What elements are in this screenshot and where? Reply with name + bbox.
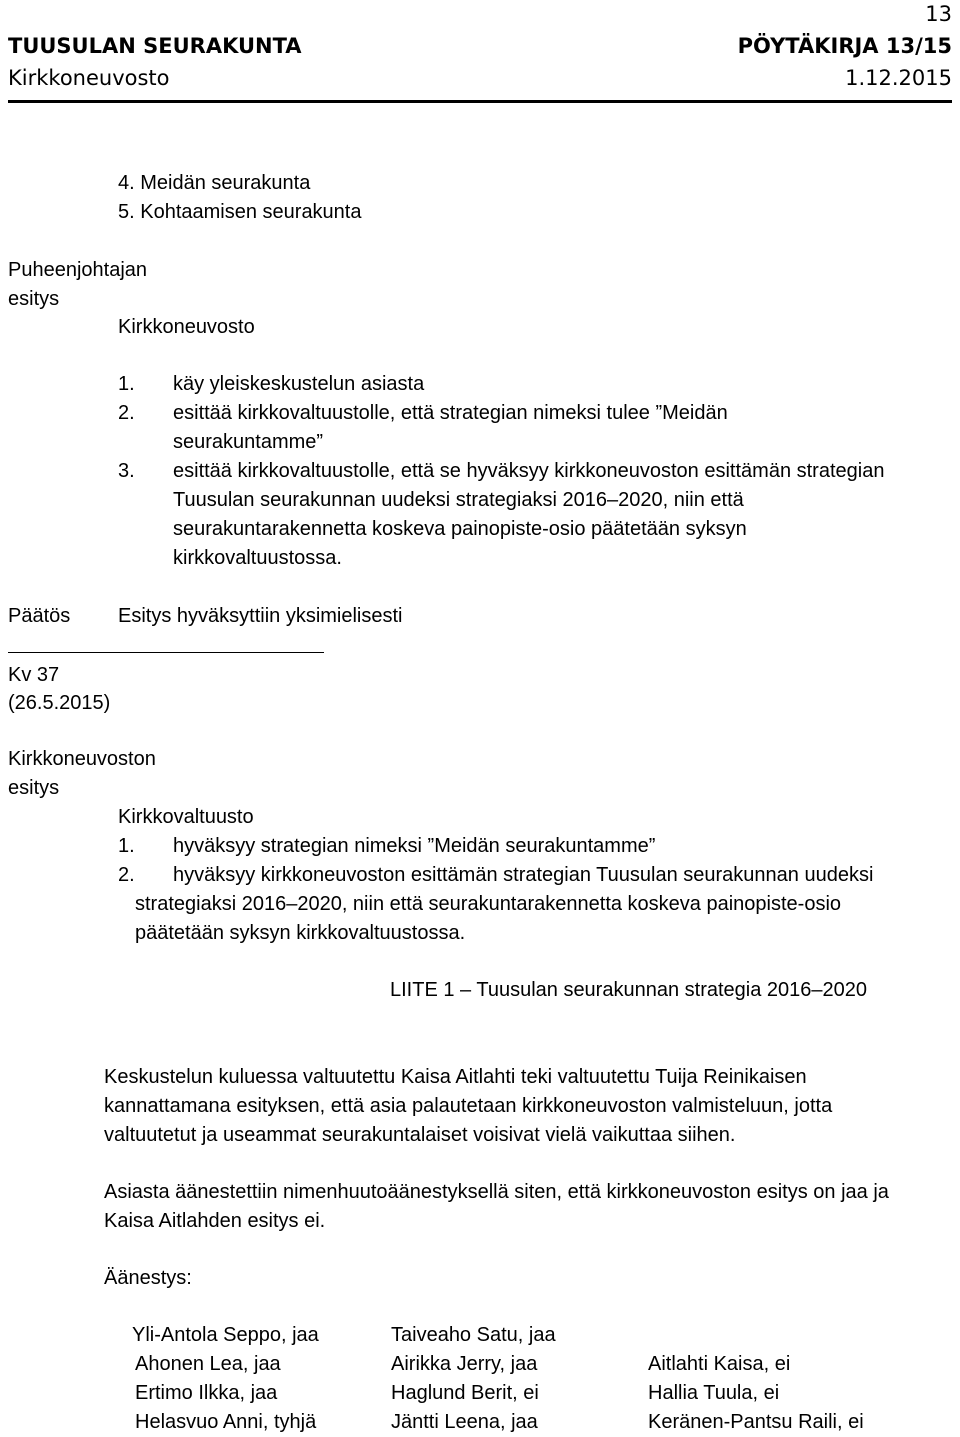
document-title: PÖYTÄKIRJA 13/15 — [737, 34, 952, 58]
vote-entry: Airikka Jerry, jaa — [391, 1353, 538, 1375]
meeting-body: Kirkkoneuvosto — [8, 66, 170, 90]
proposal-item-line: seurakuntamme” — [173, 431, 324, 453]
list-item: 5. Kohtaamisen seurakunta — [118, 201, 362, 223]
header-rule — [8, 100, 952, 103]
chair-proposal-label: Puheenjohtajan — [8, 259, 148, 281]
proposal-item-line: seurakuntarakennetta koskeva painopiste-osio päätetään syksyn — [173, 518, 747, 540]
decision-text: Esitys hyväksyttiin yksimielisesti — [118, 605, 403, 627]
proposal-item-line: Tuusulan seurakunnan uudeksi strategiaksi 2016–2020, niin että — [173, 489, 744, 511]
chair-proposal-label: esitys — [8, 288, 60, 310]
kv-reference: Kv 37 — [8, 664, 60, 686]
item-number: 1. — [118, 835, 135, 857]
kv-date: (26.5.2015) — [8, 692, 111, 714]
attachment-reference: LIITE 1 – Tuusulan seurakunnan strategia 2016–2020 — [390, 979, 868, 1001]
meeting-date: 1.12.2015 — [845, 66, 952, 90]
decision-label: Päätös — [8, 605, 71, 627]
item-number: 2. — [118, 402, 135, 424]
page-number: 13 — [925, 2, 952, 26]
vote-entry: Yli-Antola Seppo, jaa — [132, 1324, 319, 1346]
vote-entry: Keränen-Pantsu Raili, ei — [648, 1411, 864, 1433]
board-proposal-label: Kirkkoneuvoston — [8, 748, 156, 770]
discussion-paragraph: Keskustelun kuluessa valtuutettu Kaisa Aitlahti teki valtuutettu Tuija Reinikaisen kannattamana esityksen, että asia palautetaan kirkkoneuvoston valmisteluun, jotta valtuutetut ja useammat seurakuntalaiset voisivat vielä vaikuttaa siihen. — [104, 1066, 833, 1146]
proposal-item-line: esittää kirkkovaltuustolle, että strategian nimeksi tulee ”Meidän — [173, 402, 728, 424]
item-number: 1. — [118, 373, 135, 395]
proposal-item-line: käy yleiskeskustelun asiasta — [173, 373, 425, 395]
item-number: 3. — [118, 460, 135, 482]
proposal-item-line: kirkkovaltuustossa. — [173, 547, 342, 569]
vote-explanation-paragraph: Asiasta äänestettiin nimenhuutoäänestyksellä siten, että kirkkoneuvoston esitys on jaa ja Kaisa Aitlahden esitys ei. — [104, 1181, 889, 1232]
proposal-item-line: päätetään syksyn kirkkovaltuustossa. — [135, 922, 466, 944]
organization-name: TUUSULAN SEURAKUNTA — [8, 34, 302, 58]
vote-entry: Haglund Berit, ei — [391, 1382, 539, 1404]
proposal-item-line: strategiaksi 2016–2020, niin että seurakuntarakennetta koskeva painopiste-osio — [135, 893, 842, 915]
vote-entry: Jäntti Leena, jaa — [391, 1411, 538, 1433]
vote-entry: Helasvuo Anni, tyhjä — [135, 1411, 317, 1433]
proposal-subject: Kirkkovaltuusto — [118, 806, 254, 828]
proposal-item-line: hyväksyy strategian nimeksi ”Meidän seurakuntamme” — [173, 835, 656, 857]
proposal-item-line: esittää kirkkovaltuustolle, että se hyväksyy kirkkoneuvoston esittämän strategian — [173, 460, 885, 482]
proposal-item-line: hyväksyy kirkkoneuvoston esittämän strategian Tuusulan seurakunnan uudeksi — [173, 864, 874, 886]
vote-entry: Taiveaho Satu, jaa — [391, 1324, 556, 1346]
board-proposal-label: esitys — [8, 777, 60, 799]
item-number: 2. — [118, 864, 135, 886]
vote-entry: Ertimo Ilkka, jaa — [135, 1382, 278, 1404]
vote-title: Äänestys: — [104, 1267, 192, 1289]
vote-entry: Hallia Tuula, ei — [648, 1382, 780, 1404]
proposal-subject: Kirkkoneuvosto — [118, 316, 255, 338]
vote-entry: Aitlahti Kaisa, ei — [648, 1353, 791, 1375]
section-divider — [8, 652, 324, 653]
vote-entry: Ahonen Lea, jaa — [135, 1353, 281, 1375]
list-item: 4. Meidän seurakunta — [118, 172, 311, 194]
